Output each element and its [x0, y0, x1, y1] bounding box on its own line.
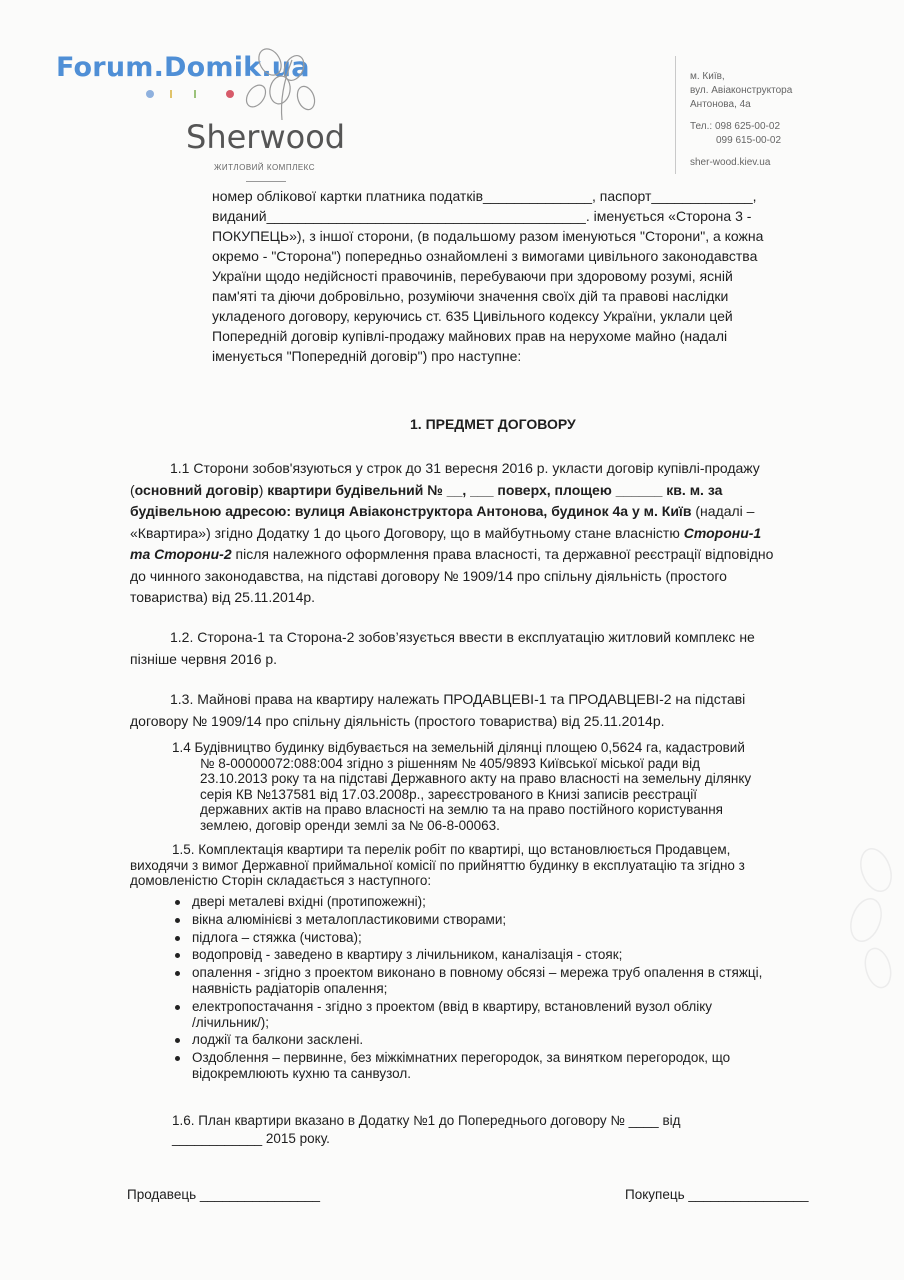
header-divider	[675, 56, 676, 174]
clause-line	[130, 501, 842, 523]
clause-line: серія КВ №137581 від 17.03.2008р., зареєстрованого в Книзі записів реєстрації	[200, 786, 698, 802]
list-item-text: підлога – стяжка (чистова);	[192, 929, 362, 945]
intro-line: Попередній договір купівлі-продажу майнових прав на нерухоме майно (надалі	[212, 328, 728, 344]
clause-line: землею, договір оренди землі за № 06-8-00063.	[200, 817, 500, 833]
clause-line: № 8-00000072:088:004 згідно з рішенням № 405/9893 Київської міської ради від	[200, 755, 701, 771]
equipment-list	[192, 894, 842, 1082]
text-span: (	[130, 481, 135, 498]
clause-line: пізніше червня 2016 р.	[130, 651, 278, 667]
list-item	[192, 912, 842, 928]
list-item-text: лоджії та балкони засклені.	[192, 1032, 364, 1048]
list-item	[192, 1032, 842, 1048]
party-name: та Сторони-2	[130, 546, 232, 562]
clause-line: 1.3. Майнові права на квартиру належать ПРОДАВЦЕВІ-1 та ПРОДАВЦЕВІ-2 на підставі	[170, 691, 746, 707]
section-heading: 1. ПРЕДМЕТ ДОГОВОРУ	[410, 416, 576, 432]
contact-street: вул. Авіаконструктора	[690, 85, 793, 96]
contact-tel-1: Тел.: 098 625-00-02	[690, 121, 780, 132]
clause-1-5	[130, 842, 842, 889]
list-item-text: електропостачання - згідно з проектом (ввід в квартиру, встановлений вузол обліку	[192, 998, 713, 1014]
clause-1-3	[130, 688, 842, 732]
clause-line: товариства) від 25.11.2014р.	[130, 589, 316, 605]
contact-house: Антонова, 4а	[690, 99, 751, 110]
intro-line: України щодо недійсності правочинів, перебуваючи при здоровому розумі, ясній	[212, 268, 733, 284]
buyer-signature-line: Покупець ________________	[625, 1187, 809, 1202]
list-item	[192, 965, 842, 997]
intro-paragraph	[212, 186, 840, 366]
list-item	[192, 930, 842, 946]
intro-line: виданий_________________________________________. іменується «Сторона 3 -	[212, 208, 752, 224]
clause-line: договору № 1909/14 про спільну діяльність (простого товариства) від 25.11.2014р.	[130, 713, 665, 729]
contacts-block	[690, 70, 792, 170]
contact-tel-2: 099 615-00-02	[716, 135, 782, 146]
bold-term: основний договір	[134, 481, 259, 498]
list-item-text: наявність радіаторів опалення;	[192, 980, 388, 996]
intro-line: пам'яті та діючи добровільно, розуміючи значення своїх дій та правові наслідки	[212, 288, 729, 304]
text-span: (надалі –	[691, 503, 755, 519]
brand-subtitle: ЖИТЛОВИЙ КОМПЛЕКС	[214, 163, 316, 172]
list-item	[192, 999, 842, 1031]
list-item-text: водопровід - заведено в квартиру з лічильником, каналізація - стояк;	[192, 947, 623, 963]
clause-1-6	[172, 1112, 840, 1148]
clause-1-1	[130, 458, 842, 609]
clause-1-2	[130, 626, 842, 670]
brand-name: Sherwood	[186, 118, 346, 156]
clause-line	[130, 523, 842, 545]
clause-line: 1.4 Будівництво будинку відбувається на земельній ділянці площею 0,5624 га, кадастровий	[172, 740, 745, 755]
list-item-text: Оздоблення – первинне, без міжкімнатних перегородок, за винятком перегородок, що	[192, 1050, 731, 1066]
list-item-text: опалення - згідно з проектом виконано в повному обсязі – мережа труб опалення в стяжці,	[192, 965, 763, 981]
contact-site: sher-wood.kiev.ua	[690, 157, 771, 168]
clause-line	[130, 544, 842, 566]
bold-address: будівельною адресою: вулиця Авіаконструктора Антонова, будинок 4а у м. Київ	[130, 503, 692, 519]
clause-line: 23.10.2013 року та на підставі Державного акту на право власності на земельну ділянку	[200, 771, 752, 786]
clause-line: 1.5. Комплектація квартири та перелік робіт по квартирі, що встановлюється Продавцем,	[172, 842, 731, 857]
list-item-text: /лічильник/);	[192, 1014, 270, 1030]
clause-line: до чинного законодавства, на підставі договору № 1909/14 про спільну діяльність (простого	[130, 567, 727, 584]
clause-1-4	[172, 740, 840, 833]
intro-line: ПОКУПЕЦЬ»), з іншої сторони, (в подальшому разом іменуються "Сторони", а кожна	[212, 228, 764, 244]
clause-line: 1.1 Сторони зобов'язуються у строк до 31 вересня 2016 р. укласти договір купівлі-продажу	[170, 460, 760, 476]
decorative-leaf-icon	[836, 840, 896, 1000]
contact-city: м. Київ,	[690, 71, 725, 82]
list-item	[192, 947, 842, 963]
bold-term: квартири будівельний № __, ___ поверх, площею ______ кв. м. за	[263, 481, 723, 498]
clause-line: державних актів на право власності на землю та на право постійного користування	[200, 802, 723, 817]
clause-line: домовленістю Сторін складається з наступного:	[130, 873, 432, 888]
blue-dot-icon	[146, 90, 154, 98]
intro-line: окремо - "Сторона") попередньо ознайомлені з вимогами цивільного законодавства	[212, 248, 758, 264]
clause-line	[130, 480, 842, 502]
list-item	[192, 894, 842, 910]
list-item-text: відокремлюють кухню та санвузол.	[192, 1065, 411, 1081]
yellow-tick-icon	[170, 90, 172, 98]
clause-line: 1.6. План квартири вказано в Додатку №1 до Попереднього договору № ____ від	[172, 1113, 681, 1128]
clause-line: виходячи з вимог Державної приймальної комісії по прийняттю будинку в експлуатацію та згідно з	[130, 857, 745, 873]
forum-watermark: Forum.Domik.ua	[56, 52, 310, 83]
text-span: )	[258, 481, 264, 498]
list-item-text: двері металеві вхідні (протипожежні);	[192, 894, 426, 909]
text-span: після належного оформлення права власності, та державної реєстрації відповідно	[231, 546, 774, 562]
clause-line: 1.2. Сторона-1 та Сторона-2 зобов’язується ввести в експлуатацію житловий комплекс не	[170, 629, 755, 645]
brand-divider	[246, 181, 286, 182]
intro-line: іменується "Попередній договір") про наступне:	[212, 348, 522, 364]
list-item-text: вікна алюмінієві з металопластиковими створами;	[192, 911, 507, 927]
text-span: «Квартира») згідно Додатку 1 до цього Договору, що в майбутньому стане власністю	[130, 524, 684, 541]
green-tick-icon	[194, 90, 196, 98]
party-name: Сторони-1	[683, 524, 762, 541]
sherwood-leaf-logo-icon	[232, 40, 328, 124]
intro-line: номер облікової картки платника податків______________, паспорт_____________,	[212, 188, 757, 204]
intro-line: укладеного договору, керуючись ст. 635 Цивільного кодексу України, уклали цей	[212, 308, 733, 324]
clause-line: ____________ 2015 року.	[172, 1131, 330, 1146]
seller-signature-line: Продавець ________________	[127, 1187, 320, 1202]
list-item	[192, 1050, 842, 1082]
